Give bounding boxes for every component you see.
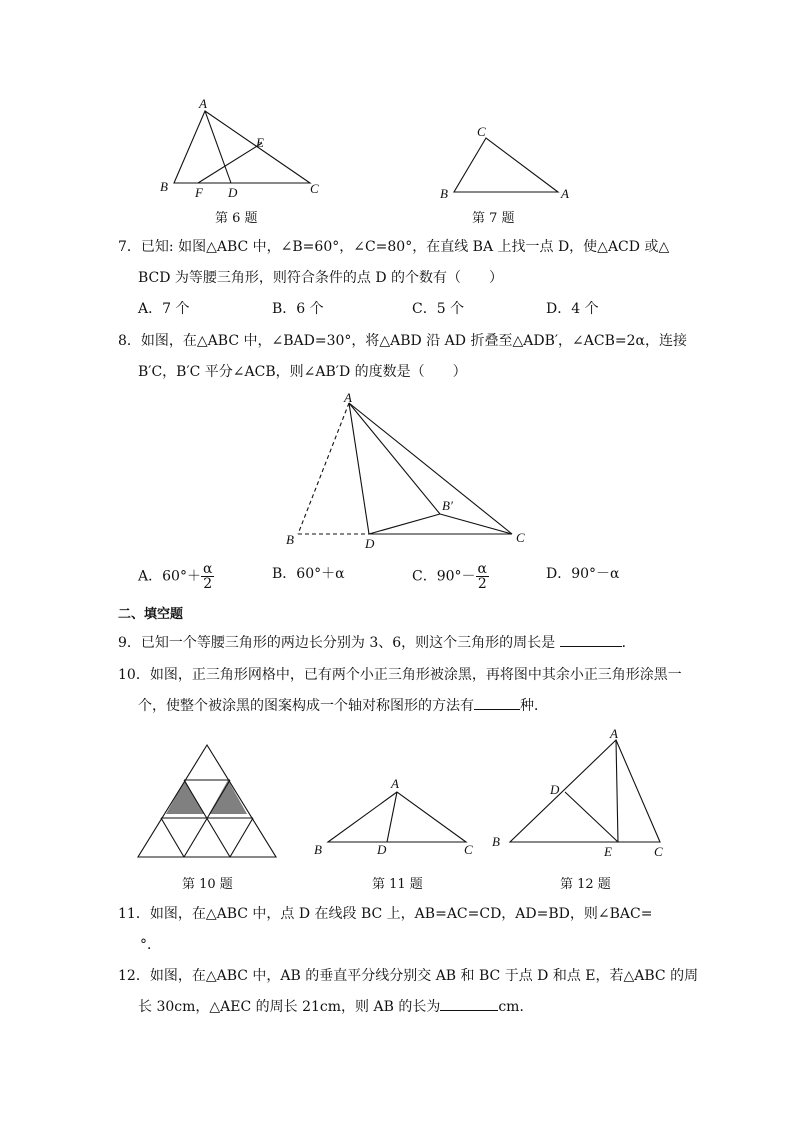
fig6-label-a: A xyxy=(199,96,207,111)
fig8-label-b-prime: B′ xyxy=(442,498,453,513)
fig10-shaded-triangle-left xyxy=(166,780,204,814)
q7-line2: BCD 为等腰三角形，则符合条件的点 D 的个数有（ ） xyxy=(138,270,504,286)
fig12-label-d: D xyxy=(550,782,560,797)
fig8-label-d: D xyxy=(365,536,375,551)
fig12-label-a: A xyxy=(610,726,618,741)
fig8-segment-ab-prime xyxy=(349,403,440,514)
fig6-triangle-abc xyxy=(174,111,310,183)
q8-option-c-base: 90°－ xyxy=(436,568,476,585)
fig12-segment-ae xyxy=(616,740,618,842)
fig6-label-f: F xyxy=(195,185,203,200)
q8-option-b: B．60°＋α xyxy=(272,566,345,582)
fig11-label-c: C xyxy=(464,842,473,857)
fig10-outer-triangle xyxy=(138,745,276,857)
fig7-label-b: B xyxy=(440,186,448,201)
q8-option-c-fraction xyxy=(476,562,489,591)
fig6-segment-ad xyxy=(205,111,231,183)
fig12-label-c: C xyxy=(654,844,663,859)
q12-line2-post: cm． xyxy=(498,999,534,1015)
q8-option-a-fraction xyxy=(201,562,214,591)
figure-7 xyxy=(435,122,575,202)
q8-line1: 8．如图，在△ABC 中，∠BAD=30°，将△ABD 沿 AD 折叠至△ADB′，∠ACB=2α，连接 xyxy=(118,333,687,349)
q9-text: 9．已知一个等腰三角形的两边长分别为 3、6，则这个三角形的周长是 xyxy=(118,635,556,651)
q8-option-d: D．90°－α xyxy=(546,566,620,582)
fig6-label-d: D xyxy=(228,185,238,200)
fig6-label-c: C xyxy=(310,181,319,196)
q7-option-a: A．7 个 xyxy=(138,301,190,317)
q8-option-a-den: 2 xyxy=(203,576,213,592)
fig8-segment-db-prime xyxy=(369,514,440,534)
fig11-segment-ad xyxy=(387,792,397,842)
fig12-segment-de xyxy=(565,792,618,842)
q8-option-a xyxy=(138,562,214,591)
fig6-label-e: E xyxy=(256,135,264,150)
q8-option-c xyxy=(412,562,489,591)
q7-option-c: C．5 个 xyxy=(412,301,465,317)
figure-6 xyxy=(150,95,330,205)
fig8-label-c: C xyxy=(516,530,525,545)
figure-11 xyxy=(310,772,485,862)
fig8-label-a: A xyxy=(344,390,352,405)
fig7-caption: 第 7 题 xyxy=(472,211,515,226)
fig6-caption: 第 6 题 xyxy=(215,211,258,226)
q9 xyxy=(118,634,636,652)
fig11-caption: 第 11 题 xyxy=(372,877,423,892)
q7-option-d: D．4 个 xyxy=(546,301,599,317)
q10-line2-pre: 个，使整个被涂黑的图案构成一个轴对称图形的方法有 xyxy=(138,698,474,714)
q10-line1: 10．如图，正三角形网格中，已有两个小正三角形被涂黑，再将图中其余小正三角形涂黑一 xyxy=(118,667,682,683)
fig8-segment-ac xyxy=(349,403,512,534)
fig10-caption: 第 10 题 xyxy=(182,877,233,892)
fig10-shaded-triangle-right xyxy=(209,780,247,814)
fig12-triangle-abc xyxy=(510,740,660,842)
q8-option-a-num: α xyxy=(202,561,213,577)
q9-end: ． xyxy=(621,635,636,651)
fig12-label-b: B xyxy=(492,834,500,849)
fig7-triangle-abc xyxy=(454,138,558,192)
q12-answer-blank[interactable] xyxy=(440,1010,498,1011)
q10-line2 xyxy=(138,697,548,715)
fig8-label-b: B xyxy=(286,532,294,547)
q7-option-b: B．6 个 xyxy=(272,301,324,317)
q12-line2-pre: 长 30cm，△AEC 的周长 21cm，则 AB 的长为 xyxy=(138,999,441,1015)
q8-option-c-den: 2 xyxy=(477,576,487,592)
q8-line2: B′C，B′C 平分∠ACB，则∠AB′D 的度数是（ ） xyxy=(138,364,467,380)
q9-answer-blank[interactable] xyxy=(560,646,622,647)
fig7-label-a: A xyxy=(561,186,569,201)
q8-option-a-base: 60°＋ xyxy=(162,568,201,585)
fig6-label-b: B xyxy=(160,179,168,194)
fig11-triangle-abc xyxy=(328,792,466,842)
fig11-label-a: A xyxy=(391,776,399,791)
q10-answer-blank[interactable] xyxy=(474,709,520,710)
q12-line1: 12．如图，在△ABC 中，AB 的垂直平分线分别交 AB 和 BC 于点 D 和点 E，若△ABC 的周 xyxy=(118,968,699,984)
fig8-dashed-ab xyxy=(298,403,349,534)
figure-10 xyxy=(132,740,282,862)
q11-line2: °． xyxy=(140,937,161,953)
fig12-caption: 第 12 题 xyxy=(560,877,611,892)
figure-8 xyxy=(280,388,530,553)
q8-option-c-prefix: C． xyxy=(412,568,437,585)
q11-line1: 11．如图，在△ABC 中，点 D 在线段 BC 上，AB=AC=CD，AD=BD，则∠BAC= xyxy=(118,906,653,922)
q10-line2-post: 种． xyxy=(520,698,548,714)
q8-option-a-prefix: A． xyxy=(138,568,163,585)
fig6-segment-fe xyxy=(198,143,262,183)
fig8-segment-ad xyxy=(349,403,369,534)
fig8-segment-b-prime-c xyxy=(440,514,512,534)
section-title-fill-in: 二、填空题 xyxy=(118,607,184,622)
fig12-label-e: E xyxy=(604,844,612,859)
q8-option-c-num: α xyxy=(477,561,488,577)
q12-line2 xyxy=(138,998,533,1016)
fig11-label-d: D xyxy=(377,842,387,857)
fig10-diag-2 xyxy=(161,818,184,857)
figure-12 xyxy=(490,725,670,865)
fig10-diag-4 xyxy=(230,818,253,857)
fig11-label-b: B xyxy=(314,842,322,857)
fig7-label-c: C xyxy=(477,124,486,139)
q7-line1: 7．已知: 如图△ABC 中，∠B=60°，∠C=80°，在直线 BA 上找一点 D，使△ACD 或△ xyxy=(118,239,670,255)
